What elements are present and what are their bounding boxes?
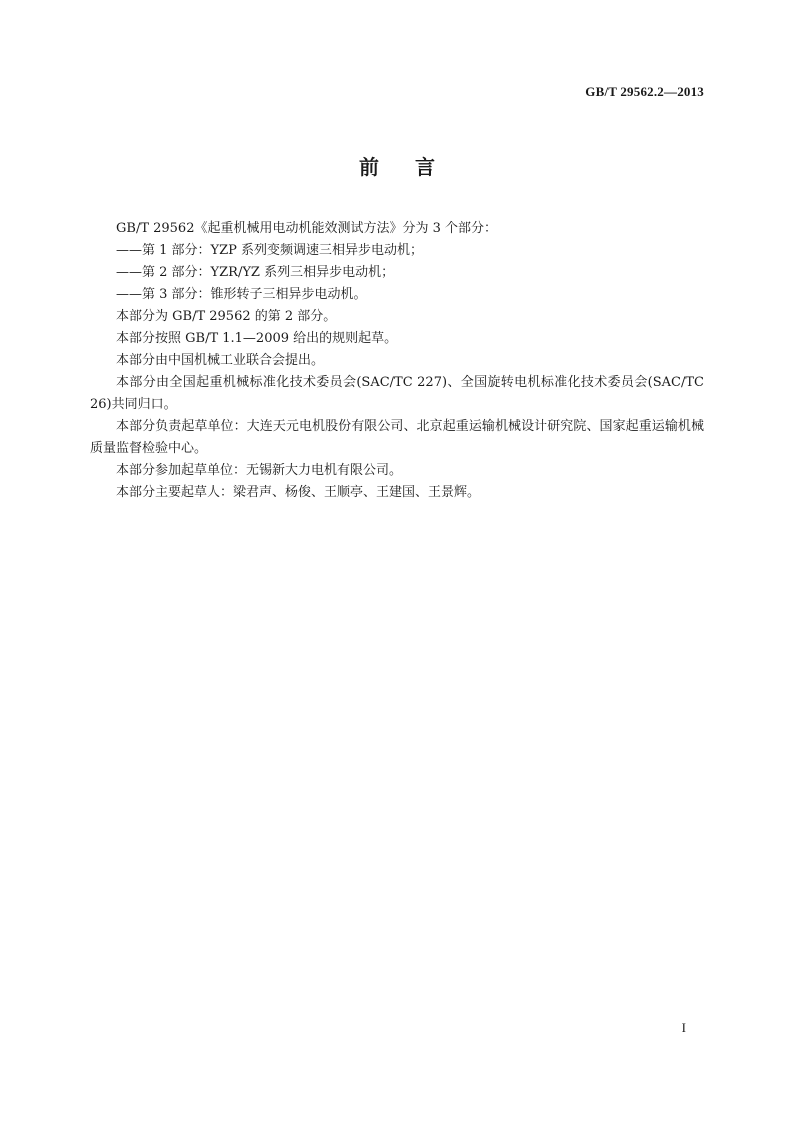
paragraph-main-drafters: 本部分主要起草人：梁君声、杨俊、王顺亭、王建国、王景辉。 <box>116 485 481 500</box>
page-title-char-2: 言 <box>415 155 435 179</box>
page-title-char-1: 前 <box>359 155 379 179</box>
foreword-body <box>90 218 704 504</box>
list-item-part-2: ——第 2 部分：YZR/YZ 系列三相异步电动机； <box>116 265 395 280</box>
paragraph-part-statement: 本部分为 GB/T 29562 的第 2 部分。 <box>116 309 337 324</box>
paragraph-drafting-rules: 本部分按照 GB/T 1.1—2009 给出的规则起草。 <box>116 331 398 346</box>
paragraph-proposed-by: 本部分由中国机械工业联合会提出。 <box>116 353 325 368</box>
list-item-part-1: ——第 1 部分：YZP 系列变频调速三相异步电动机； <box>116 243 424 258</box>
list-item-part-3: ——第 3 部分：锥形转子三相异步电动机。 <box>116 287 367 302</box>
paragraph-responsible-drafters: 本部分负责起草单位：大连天元电机股份有限公司、北京起重运输机械设计研究院、国家起重运输机械质量监督检验中心。 <box>90 419 704 456</box>
standard-code: GB/T 29562.2—2013 <box>585 84 704 99</box>
paragraph-intro: GB/T 29562《起重机械用电动机能效测试方法》分为 3 个部分： <box>116 221 498 236</box>
page-title <box>0 151 794 180</box>
paragraph-centralized-by: 本部分由全国起重机械标准化技术委员会(SAC/TC 227)、全国旋转电机标准化技术委员会(SAC/TC 26)共同归口。 <box>90 375 704 412</box>
paragraph-participating-drafters: 本部分参加起草单位：无锡新大力电机有限公司。 <box>116 463 403 478</box>
page-number: I <box>681 1020 686 1035</box>
